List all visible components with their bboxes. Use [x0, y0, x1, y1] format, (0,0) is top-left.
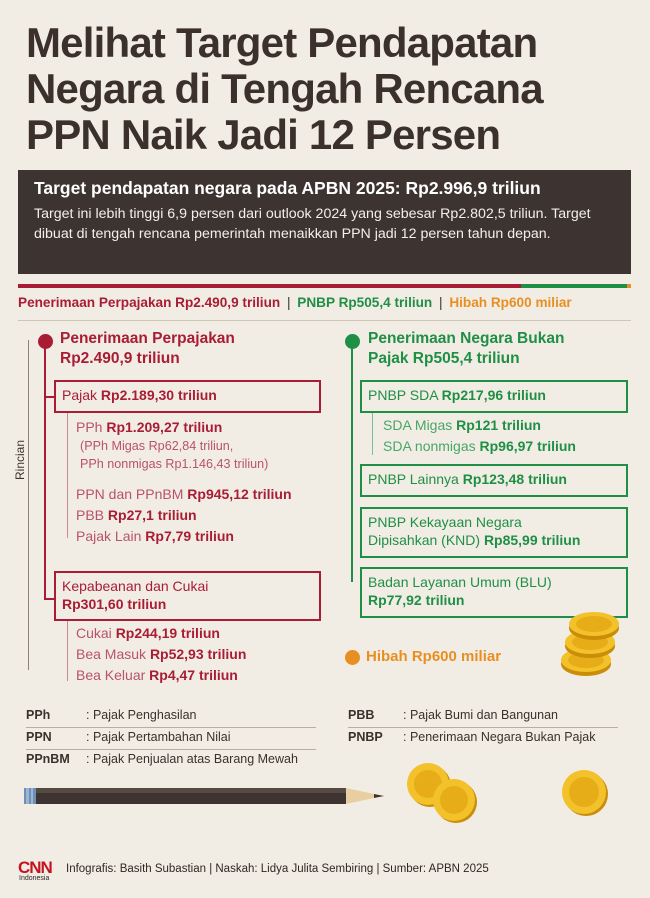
glossary-line [348, 727, 618, 728]
ppn-item [76, 485, 292, 504]
glossary-line [26, 727, 316, 728]
glossary-def: : Pajak Penghasilan [86, 708, 197, 722]
perpajakan-heading [60, 329, 235, 369]
divider [18, 320, 631, 321]
summary-body: Target ini lebih tinggi 6,9 persen dari outlook 2024 yang sebesar Rp2.802,5 triliun. Target dibuat di tengah rencana pemerintah menaikkan PPN jadi 12 persen tahun depan. [34, 206, 591, 242]
sda-box [360, 380, 628, 413]
pnbp-lainnya-label: PNBP Lainnya [368, 471, 459, 487]
blu-label: Badan Layanan Umum (BLU) [368, 574, 552, 590]
sda-box-value: Rp217,96 triliun [441, 387, 546, 403]
bea-masuk-item [76, 645, 246, 664]
pnbp-heading-line-2: Pajak Rp505,4 triliun [368, 350, 520, 367]
pajak-subline [67, 413, 68, 538]
knd-label-1: PNBP Kekayaan Negara [368, 514, 522, 530]
coin-stack-icon [556, 600, 626, 682]
pajak-lain-item [76, 527, 234, 546]
pajak-box-label: Pajak [62, 387, 98, 403]
cukai-subline [67, 621, 68, 681]
ppn-label: PPN dan PPnBM [76, 486, 184, 502]
pbb-value: Rp27,1 triliun [107, 507, 197, 523]
glossary-abbr: PPN [26, 730, 52, 744]
glossary-abbr: PBB [348, 708, 375, 722]
proportion-bar-hibah [627, 284, 631, 288]
glossary-right [348, 708, 628, 758]
coin-pair-icon [404, 762, 484, 824]
bea-keluar-label: Bea Keluar [76, 667, 146, 683]
summary-box [18, 170, 631, 274]
red-tree-trunk [44, 345, 46, 600]
perpajakan-heading-line-2: Rp2.490,9 triliun [60, 350, 180, 367]
cukai-box-label: Kepabeanan dan Cukai [62, 578, 209, 594]
hibah-label: Hibah Rp600 miliar [366, 648, 502, 665]
pajak-lain-value: Rp7,79 triliun [145, 528, 234, 544]
glossary-def: : Pajak Bumi dan Bangunan [403, 708, 558, 722]
pnbp-lainnya-box [360, 464, 628, 497]
sda-box-label: PNBP SDA [368, 387, 438, 403]
coin-icon [560, 768, 610, 818]
legend-separator: | [286, 295, 291, 310]
pph-label: PPh [76, 419, 103, 435]
blu-value: Rp77,92 triliun [368, 592, 465, 608]
glossary-line [26, 749, 316, 750]
glossary-def: : Pajak Pertambahan Nilai [86, 730, 231, 744]
footer [18, 858, 631, 888]
red-branch-pajak [44, 396, 54, 398]
glossary-def: : Pajak Penjualan atas Barang Mewah [86, 752, 298, 766]
knd-value: Rp85,99 triliun [483, 532, 581, 548]
perpajakan-heading-line-1: Penerimaan Perpajakan [60, 330, 235, 347]
footer-credit: Infografis: Basith Subastian | Naskah: Lidya Julita Sembiring | Sumber: APBN 2025 [66, 863, 489, 875]
page-title [26, 20, 636, 158]
glossary-def: : Penerimaan Negara Bukan Pajak [403, 730, 596, 744]
pbb-item [76, 506, 197, 525]
orange-bullet [345, 650, 360, 665]
pbb-label: PBB [76, 507, 105, 523]
knd-label-2: Dipisahkan (KND) [368, 532, 481, 548]
bea-masuk-label: Bea Masuk [76, 646, 147, 662]
pnbp-lainnya-value: Rp123,48 triliun [462, 471, 567, 487]
legend-pnbp: PNBP Rp505,4 triliun [297, 295, 433, 310]
bea-keluar-value: Rp4,47 triliun [149, 667, 238, 683]
summary-heading: Target pendapatan negara pada APBN 2025: Rp2.996,9 triliun [34, 178, 541, 198]
sda-nonmigas-item [383, 437, 576, 456]
sda-migas-item [383, 416, 541, 435]
ppn-value: Rp945,12 triliun [187, 486, 292, 502]
pph-detail-1: (PPh Migas Rp62,84 triliun, [80, 439, 234, 453]
cukai-box-value: Rp301,60 triliun [62, 596, 167, 612]
sda-nonmigas-value: Rp96,97 triliun [479, 438, 576, 454]
pph-item [76, 418, 222, 437]
title-line-2: Negara di Tengah Rencana [26, 65, 543, 112]
bea-masuk-value: Rp52,93 triliun [149, 646, 247, 662]
pph-value: Rp1.209,27 triliun [106, 419, 223, 435]
pencil-icon [24, 784, 400, 808]
cukai-value: Rp244,19 triliun [115, 625, 220, 641]
title-line-1: Melihat Target Pendapatan [26, 19, 538, 66]
cnn-logo: CNN [18, 858, 52, 877]
pnbp-heading [368, 329, 564, 369]
cukai-box [54, 571, 321, 621]
cukai-label: Cukai [76, 625, 112, 641]
pajak-box [54, 380, 321, 413]
sda-subline [372, 413, 373, 455]
cnn-logo-sub: Indonesia [19, 875, 50, 882]
glossary-abbr: PPh [26, 708, 51, 722]
glossary-abbr: PPnBM [26, 752, 70, 766]
glossary-abbr: PNBP [348, 730, 383, 744]
bea-keluar-item [76, 666, 238, 685]
proportion-bar-pnbp [521, 284, 627, 288]
rincian-label: Rincian [13, 439, 27, 480]
pajak-box-value: Rp2.189,30 triliun [100, 387, 217, 403]
pph-detail-2: PPh nonmigas Rp1.146,43 triliun) [80, 457, 269, 471]
knd-box [360, 507, 628, 558]
legend-pajak: Penerimaan Perpajakan Rp2.490,9 triliun [18, 295, 281, 310]
pajak-lain-label: Pajak Lain [76, 528, 142, 544]
legend-separator: | [439, 295, 443, 310]
sda-nonmigas-label: SDA nonmigas [383, 438, 476, 454]
pnbp-heading-line-1: Penerimaan Negara Bukan [368, 330, 565, 347]
legend [18, 295, 572, 310]
green-tree-trunk [351, 345, 353, 582]
rincian-line [28, 340, 29, 670]
sda-migas-label: SDA Migas [383, 417, 453, 433]
glossary [26, 708, 326, 778]
title-line-3: PPN Naik Jadi 12 Persen [26, 111, 501, 158]
proportion-bar-pajak [18, 284, 521, 288]
sda-migas-value: Rp121 triliun [456, 417, 541, 433]
legend-hibah: Hibah Rp600 miliar [449, 295, 572, 310]
red-branch-cukai [44, 598, 54, 600]
cukai-item [76, 624, 220, 643]
